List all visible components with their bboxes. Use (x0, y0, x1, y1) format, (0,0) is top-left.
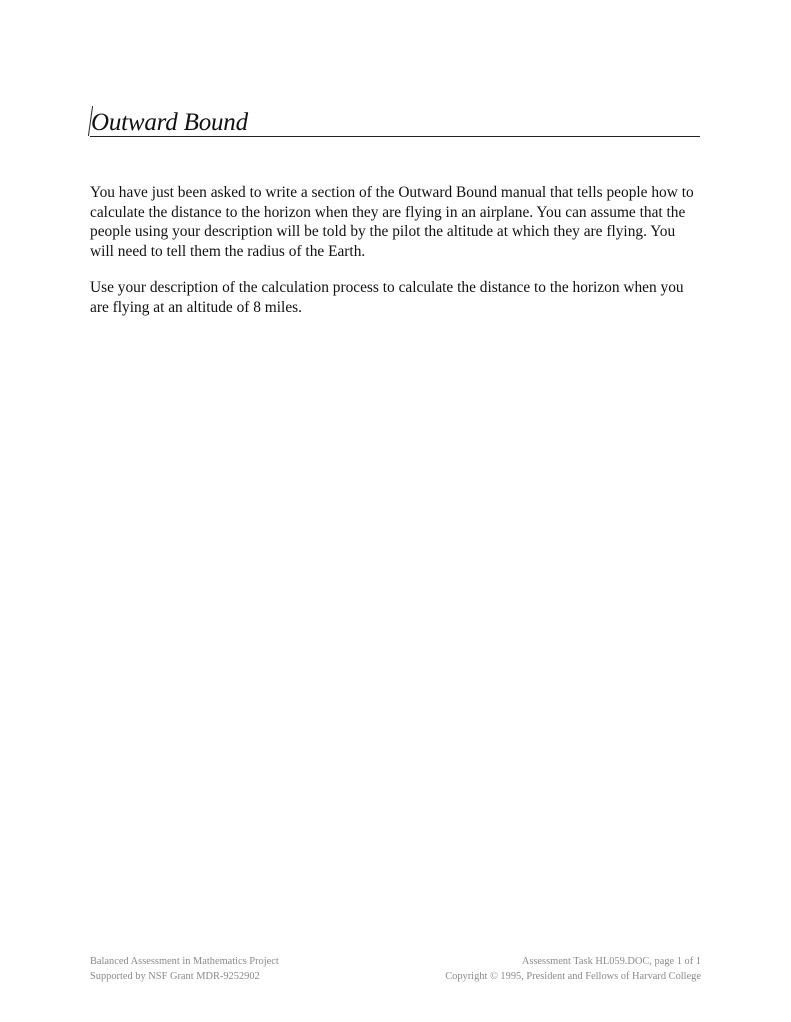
title-block (90, 104, 700, 137)
page-title[interactable]: Outward Bound (91, 109, 248, 136)
body-paragraph-1[interactable]: You have just been asked to write a section of the Outward Bound manual that tells people how to calculate the distance to the horizon when they are flying in an airplane. You can assume that the people using your description will be told by the pilot the altitude at which they are flying. You will need to tell them the radius of the Earth. (90, 184, 694, 260)
footer-grant: Supported by NSF Grant MDR-9252902 (90, 970, 260, 982)
footer-project-name: Balanced Assessment in Mathematics Project (90, 956, 279, 967)
footer-right (445, 955, 701, 984)
footer-copyright: Copyright © 1995, President and Fellows of Harvard College (445, 970, 701, 982)
footer-left (90, 955, 279, 984)
footer-task-id: Assessment Task HL059.DOC, page 1 of 1 (521, 956, 701, 967)
body-paragraph-2[interactable]: Use your description of the calculation process to calculate the distance to the horizon when you are flying at an altitude of 8 miles. (90, 279, 684, 316)
